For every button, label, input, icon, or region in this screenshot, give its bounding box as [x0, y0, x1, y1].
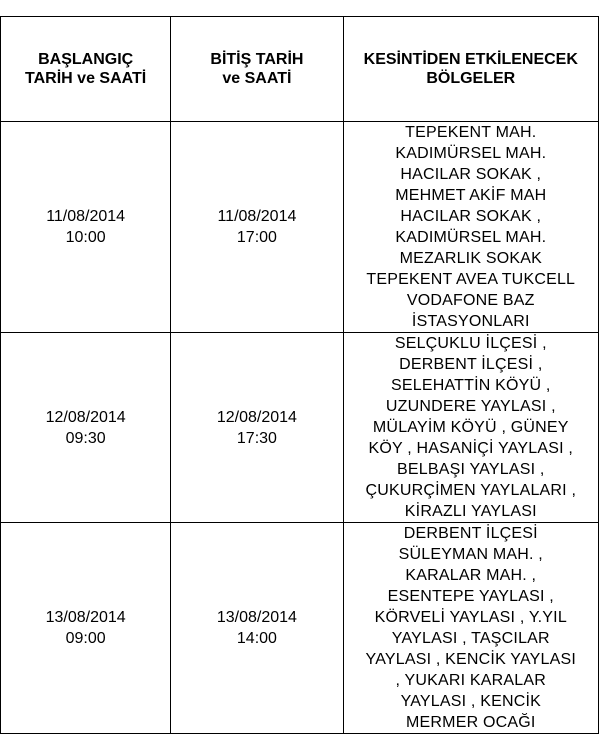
region-line: DERBENT İLÇESİ	[403, 525, 538, 542]
outage-schedule-table	[0, 16, 599, 734]
region-line: YAYLASI , KENCİK YAYLASI	[365, 651, 577, 668]
start-date: 12/08/2014	[45, 408, 126, 426]
region-line: UZUNDERE YAYLASI ,	[385, 398, 556, 415]
region-line: MEHMET AKİF MAH	[395, 187, 547, 204]
region-line: BELBAŞI YAYLASI ,	[397, 461, 545, 478]
region-line: KÖRVELİ YAYLASI , Y.YIL	[374, 609, 567, 626]
end-time: 17:00	[236, 229, 277, 246]
region-line: SELÇUKLU İLÇESİ ,	[394, 335, 547, 352]
end-datetime-cell	[171, 523, 343, 734]
region-line: YAYLASI , KENCİK	[400, 693, 541, 710]
region-line: MERMER OCAĞI	[406, 714, 536, 731]
region-line: İSTASYONLARI	[411, 313, 530, 330]
header-line: TARİH ve SAATİ	[25, 70, 147, 87]
affected-regions-cell	[343, 333, 598, 523]
start-time: 09:30	[65, 429, 106, 447]
start-datetime-cell	[1, 122, 171, 333]
region-line: TEPEKENT AVEA TUKCELL	[366, 271, 576, 288]
end-date: 12/08/2014	[216, 408, 297, 426]
region-line: MEZARLIK SOKAK	[399, 250, 542, 267]
region-line: KİRAZLI YAYLASI	[404, 503, 537, 520]
region-line: , YUKARI KARALAR	[395, 672, 547, 689]
start-datetime-cell	[1, 333, 171, 523]
region-line: ESENTEPE YAYLASI ,	[387, 588, 554, 605]
end-time: 17:30	[236, 429, 277, 447]
end-datetime-cell	[171, 333, 343, 523]
region-line: SELEHATTİN KÖYÜ ,	[390, 377, 551, 394]
start-date: 11/08/2014	[46, 208, 126, 225]
region-line: VODAFONE BAZ	[406, 292, 535, 309]
end-time: 14:00	[236, 630, 277, 647]
region-line: ÇUKURÇİMEN YAYLALARI ,	[365, 482, 577, 499]
region-line: KÖY , HASANİÇİ YAYLASI ,	[368, 440, 574, 457]
header-affected-regions	[343, 17, 598, 122]
region-line: HACILAR SOKAK ,	[400, 208, 542, 225]
region-line: KARALAR MAH. ,	[405, 567, 537, 584]
end-datetime-cell	[171, 122, 343, 333]
start-time: 09:00	[65, 630, 106, 647]
start-time: 10:00	[65, 229, 106, 246]
header-line: BİTİŞ TARİH	[210, 51, 304, 68]
table-row	[1, 122, 599, 333]
start-datetime-cell	[1, 523, 171, 734]
region-line: KADIMÜRSEL MAH.	[395, 229, 547, 246]
start-date: 13/08/2014	[45, 609, 126, 626]
end-date: 13/08/2014	[216, 609, 297, 626]
region-line: DERBENT İLÇESİ ,	[399, 356, 543, 373]
header-line: KESİNTİDEN ETKİLENECEK	[363, 51, 578, 68]
header-line: BAŞLANGIÇ	[38, 51, 134, 68]
region-line: SÜLEYMAN MAH. ,	[398, 546, 543, 563]
end-date: 11/08/2014	[217, 208, 297, 225]
region-line: KADIMÜRSEL MAH.	[395, 145, 547, 162]
affected-regions-cell	[343, 523, 598, 734]
region-line: MÜLAYİM KÖYÜ , GÜNEY	[372, 419, 569, 436]
table-row	[1, 333, 599, 523]
region-line: YAYLASI , TAŞCILAR	[391, 630, 550, 647]
header-line: BÖLGELER	[426, 70, 516, 87]
header-line: ve SAATİ	[222, 70, 292, 87]
region-line: HACILAR SOKAK ,	[400, 166, 542, 183]
table-row	[1, 523, 599, 734]
header-start-datetime	[1, 17, 171, 122]
header-end-datetime	[171, 17, 343, 122]
region-line: TEPEKENT MAH.	[405, 124, 537, 141]
table-header-row	[1, 17, 599, 122]
affected-regions-cell	[343, 122, 598, 333]
